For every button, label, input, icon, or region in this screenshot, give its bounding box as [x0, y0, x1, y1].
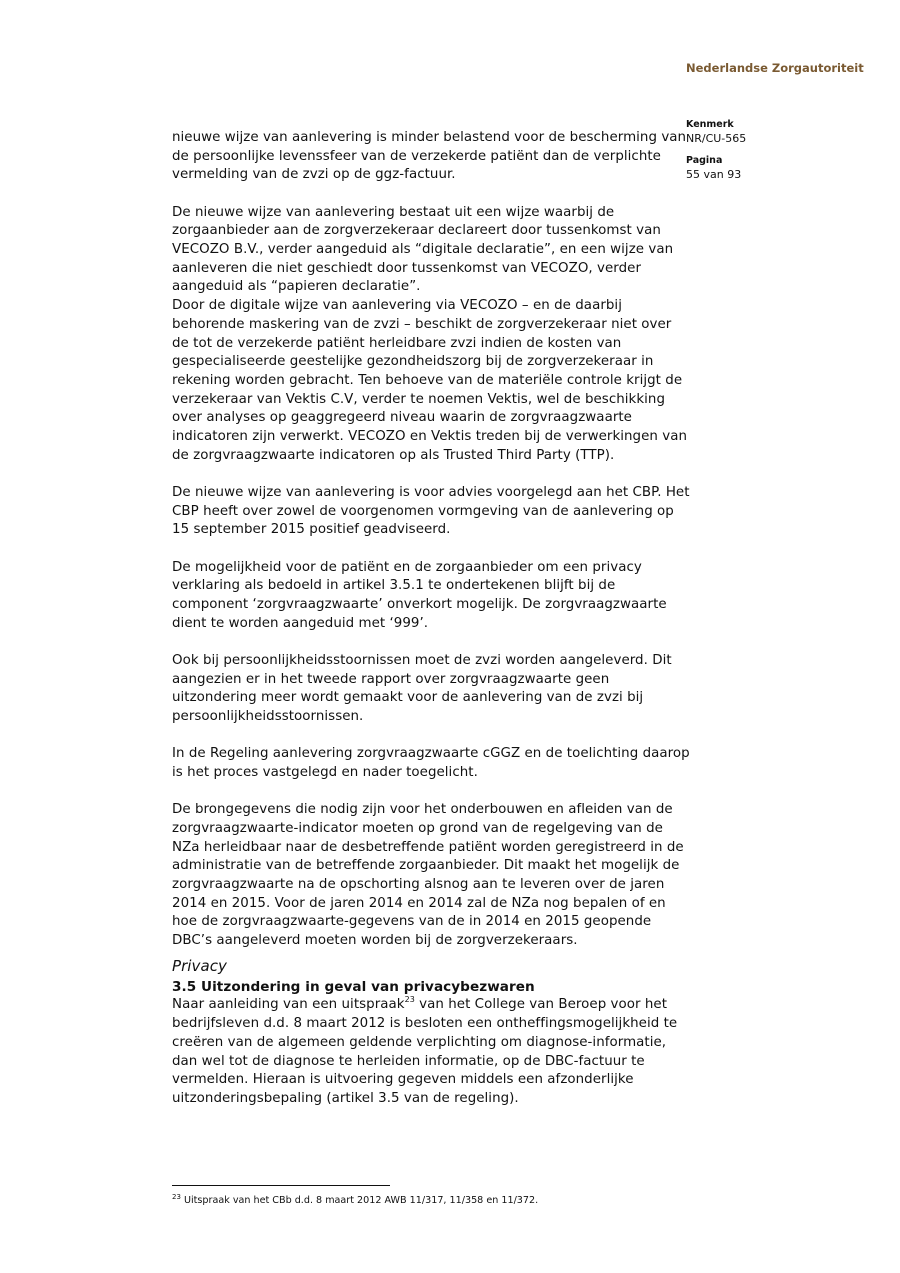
footnote	[172, 1195, 538, 1207]
section-paragraph	[172, 996, 692, 1108]
footnote-separator	[172, 1185, 390, 1186]
footnote-reference[interactable]: 23	[404, 995, 415, 1005]
kenmerk-block	[686, 118, 746, 146]
paragraph: De brongegevens die nodig zijn voor het onderbouwen en afleiden van de zorgvraagzwaarte-indicator moeten op grond van de regelgeving van de NZa herleidbaar naar de desbetreffende patiënt worden geregistreerd in de administratie van de betreffende zorgaanbieder. Dit maakt het mogelijk de zorgvraagzwaarte na de opschorting alsnog aan te leveren over de jaren 2014 en 2015. Voor de jaren 2014 en 2014 zal de NZa nog bepalen of en hoe de zorgvraagzwaarte-gegevens van de in 2014 en 2015 geopende DBC’s aangeleverd moeten worden bij de zorgverzekeraars.	[172, 802, 684, 949]
footnote-text: Uitspraak van het CBb d.d. 8 maart 2012 AWB 11/317, 11/358 en 11/372.	[180, 1195, 539, 1206]
paragraph: De nieuwe wijze van aanlevering is voor advies voorgelegd aan het CBP. Het CBP heeft over zowel de voorgenomen vormgeving van de aanlevering op 15 september 2015 positief geadviseerd.	[172, 484, 690, 538]
paragraph: nieuwe wijze van aanlevering is minder belastend voor de bescherming van de persoonlijke levenssfeer van de verzekerde patiënt dan de verplichte vermelding van de zvzi op de ggz-factuur.	[172, 130, 687, 183]
footnote-number: 23	[172, 1193, 181, 1201]
pagina-value: 55 van 93	[686, 168, 742, 181]
section-text-before-ref: Naar aanleiding van een uitspraak	[172, 997, 405, 1013]
paragraph: Ook bij persoonlijkheidsstoornissen moet de zvzi worden aangeleverd. Dit aangezien er in het tweede rapport over zorgvraagzwaarte geen uitzondering meer wordt gemaakt voor de aanlevering van de zvzi bij persoonlijkheidsstoornissen.	[172, 652, 672, 724]
kenmerk-value: NR/CU-565	[686, 132, 747, 145]
paragraph: De mogelijkheid voor de patiënt en de zorgaanbieder om een privacy verklaring als bedoeld in artikel 3.5.1 te ondertekenen blijft bij de component ‘zorgvraagzwaarte’ onverkort mogelijk. De zorgvraagzwaarte dient te worden aangeduid met ‘999’.	[172, 559, 667, 631]
paragraph: Door de digitale wijze van aanlevering via VECOZO – en de daarbij behorende maskering van de zvzi – beschikt de zorgverzekeraar niet over de tot de verzekerde patiënt herleidbare zvzi indien de kosten van gespecialiseerde geestelijke gezondheidszorg bij de zorgverzekeraar in rekening worden gebracht. Ten behoeve van de materiële controle krijgt de verzekeraar van Vektis C.V, verder te noemen Vektis, wel de beschikking over analyses op geaggregeerd niveau waarin de zorgvraagzwaarte indicatoren zijn verwerkt. VECOZO en Vektis treden bij de verwerkingen van de zorgvraagzwaarte indicatoren op als Trusted Third Party (TTP).	[172, 298, 688, 463]
paragraph: In de Regeling aanlevering zorgvraagzwaarte cGGZ en de toelichting daarop is het proces vastgelegd en nader toegelicht.	[172, 746, 690, 780]
document-body	[172, 129, 692, 1109]
section-text-after-ref: van het College van Beroep voor het bedrijfsleven d.d. 8 maart 2012 is besloten een ontheffingsmogelijkheid te creëren van de algemeen geldende verplichting om diagnose-informatie, dan wel tot de diagnose te herleiden informatie, op de DBC-factuur te vermelden. Hieraan is uitvoering gegeven middels een afzonderlijke uitzonderingsbepaling (artikel 3.5 van de regeling).	[172, 997, 678, 1106]
pagina-label: Pagina	[686, 155, 723, 166]
section-italic-heading: Privacy	[172, 956, 227, 975]
kenmerk-label: Kenmerk	[686, 119, 734, 130]
paragraph: De nieuwe wijze van aanlevering bestaat uit een wijze waarbij de zorgaanbieder aan de zorgverzekeraar declareert door tussenkomst van VECOZO B.V., verder aangeduid als “digitale declaratie”, en een wijze van aanleveren die niet geschiedt door tussenkomst van VECOZO, verder aangeduid als “papieren declaratie”.	[172, 204, 674, 295]
pagina-block	[686, 154, 741, 182]
section-title: 3.5 Uitzondering in geval van privacybezwaren	[172, 978, 535, 995]
organization-name: Nederlandse Zorgautoriteit	[686, 61, 864, 75]
